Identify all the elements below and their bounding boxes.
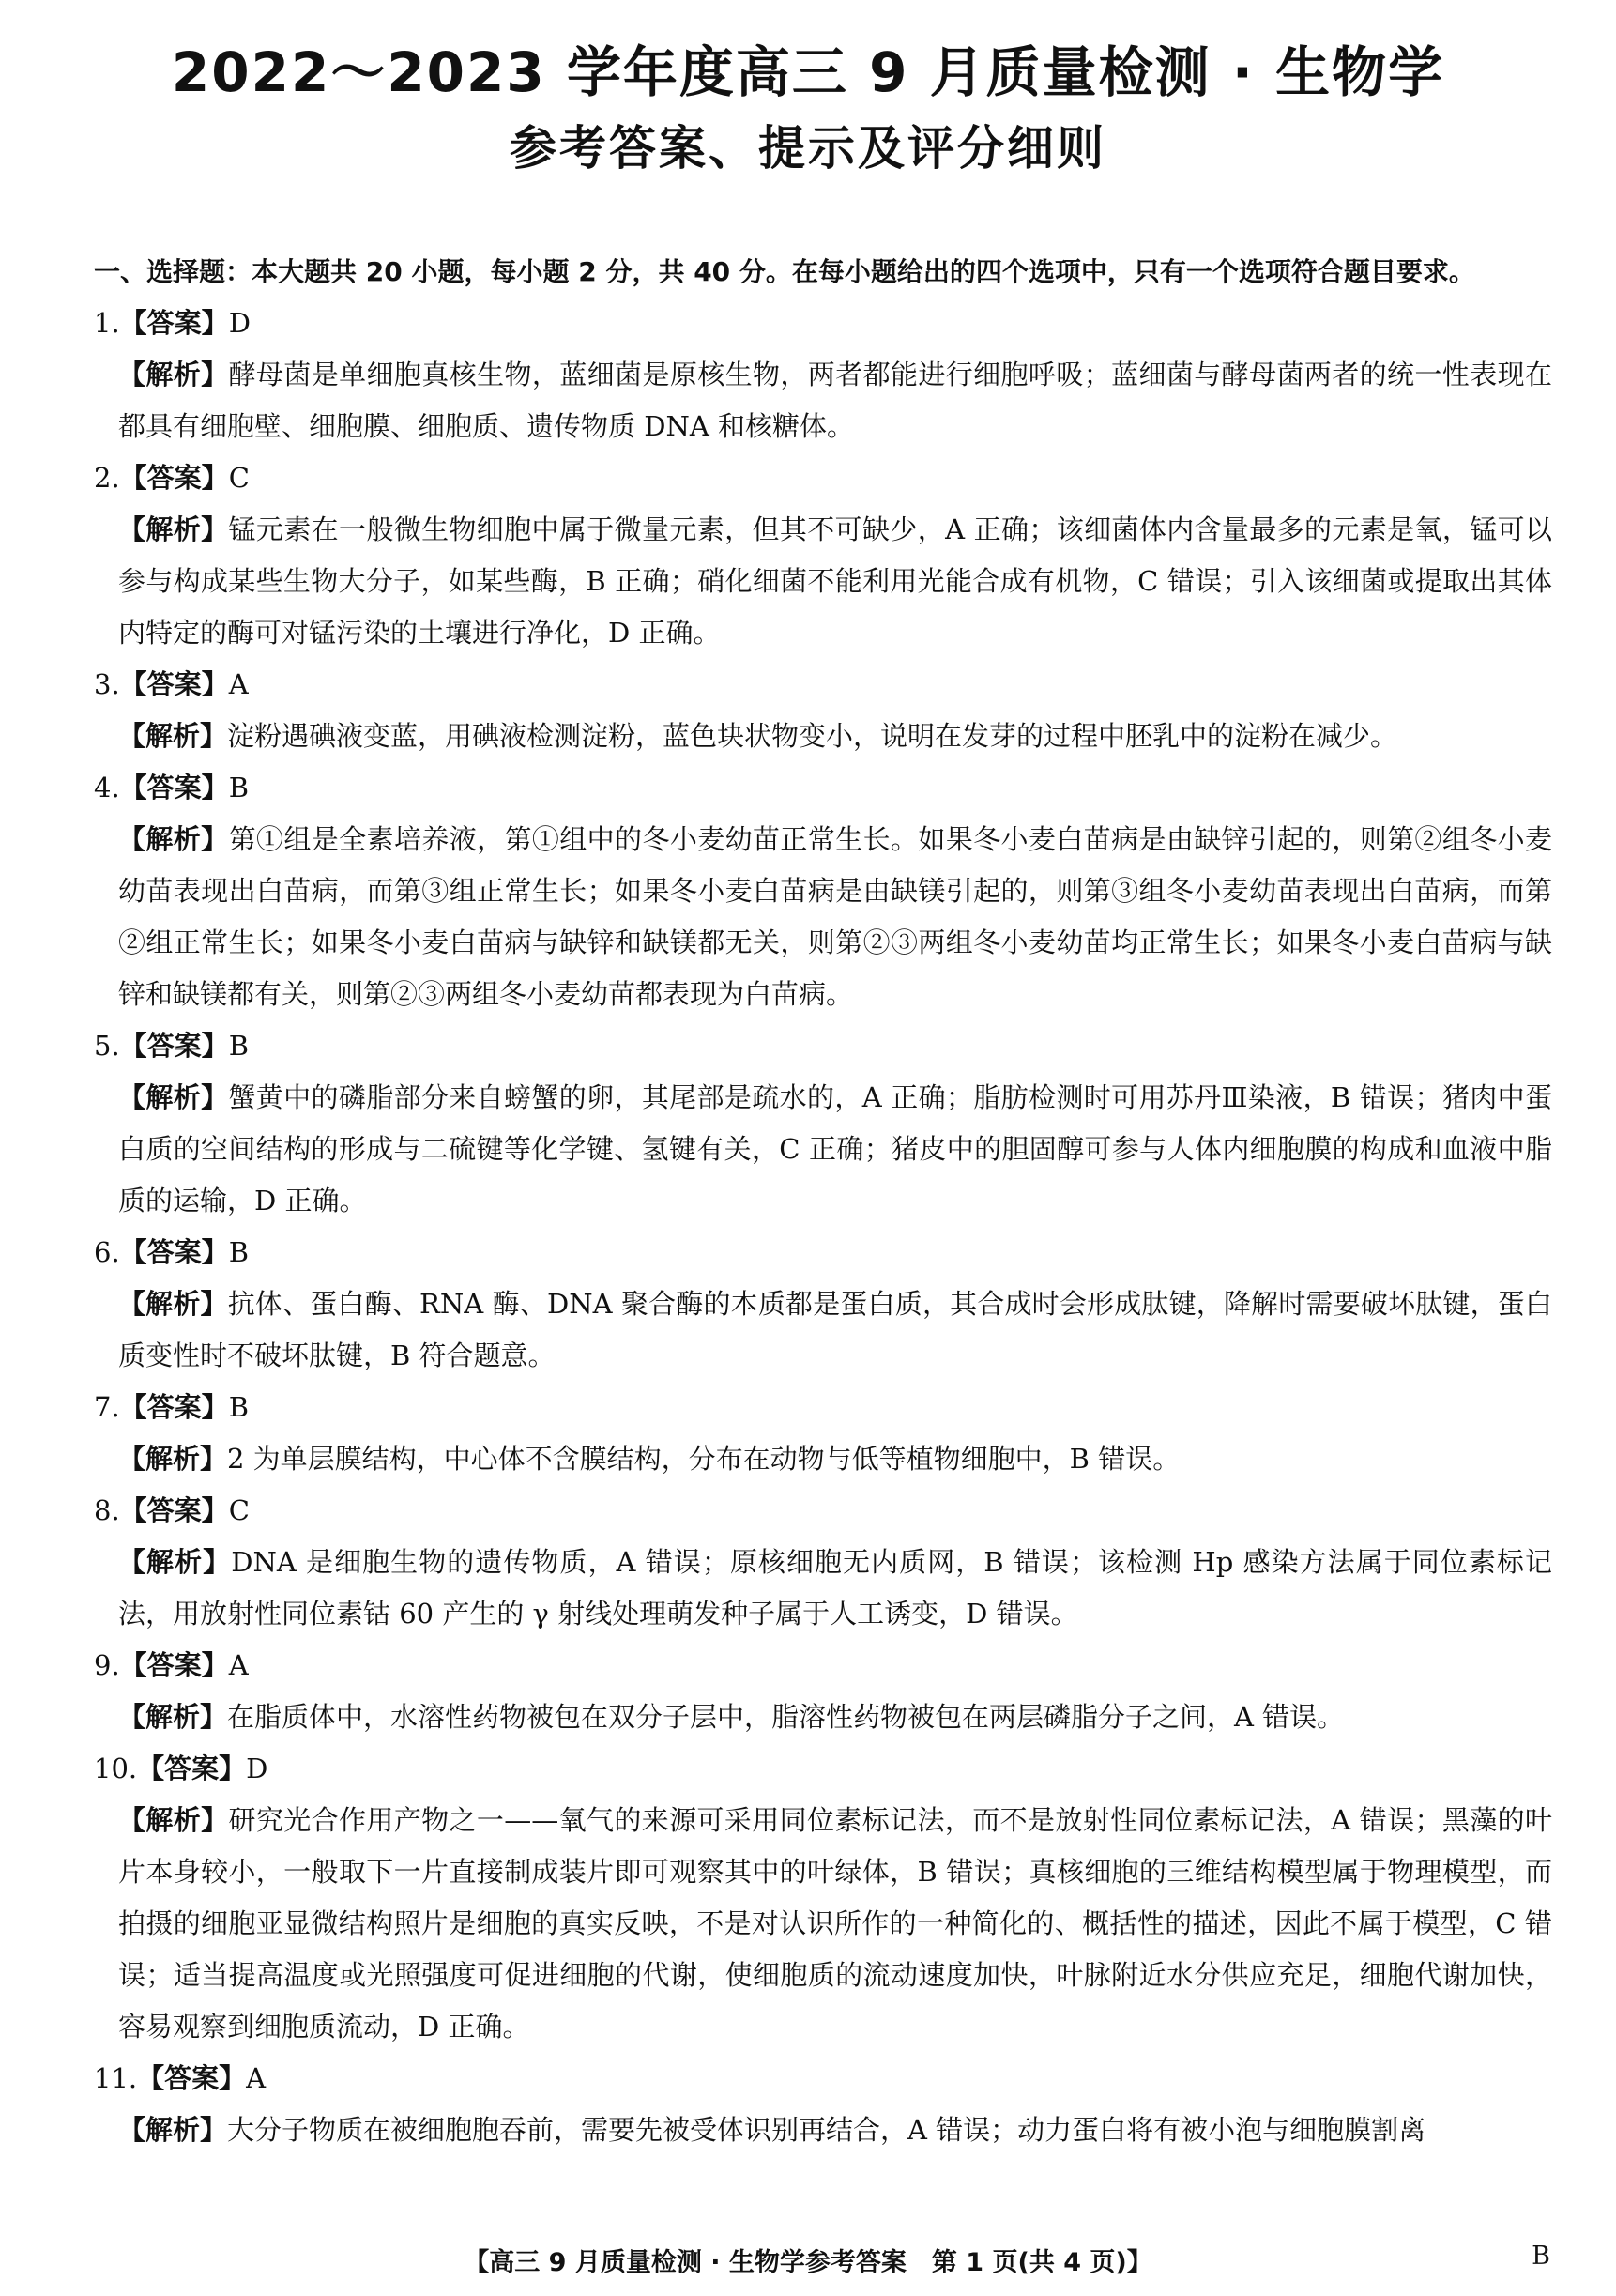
explanation-paragraph bbox=[94, 1691, 1552, 1743]
item-number: 7. bbox=[94, 1391, 120, 1423]
answer-label: 【答案】 bbox=[119, 1494, 229, 1526]
item-number: 2. bbox=[94, 462, 120, 494]
answer-value: D bbox=[228, 307, 251, 339]
answer-label: 【答案】 bbox=[119, 1030, 229, 1062]
explanation-text: 研究光合作用产物之一——氧气的来源可采用同位素标记法，而不是放射性同位素标记法，A 错误；黑藻的叶片本身较小，一般取下一片直接制成装片即可观察其中的叶绿体，B 错误；真核细胞的三维结构模型属于物理模型，而拍摄的细胞亚显微结构照片是细胞的真实反映，不是对认识所作的一种简化的、概括性的描述，因此不属于模型，C 错误；适当提高温度或光照强度可促进细胞的代谢，使细胞质的流动速度加快，叶脉附近水分供应充足，细胞代谢加快，容易观察到细胞质流动，D 正确。 bbox=[118, 1804, 1552, 2043]
answer-line bbox=[94, 2053, 1552, 2105]
explanation-paragraph bbox=[94, 814, 1552, 1020]
item-number: 11. bbox=[94, 2062, 138, 2094]
explanation-text: 淀粉遇碘液变蓝，用碘液检测淀粉，蓝色块状物变小，说明在发芽的过程中胚乳中的淀粉在减少。 bbox=[227, 720, 1398, 752]
item-number: 10. bbox=[94, 1753, 138, 1784]
explanation-paragraph bbox=[94, 504, 1552, 659]
answer-line bbox=[94, 1743, 1552, 1795]
answer-line bbox=[94, 762, 1552, 814]
item-number: 4. bbox=[94, 772, 120, 804]
explanation-label: 【解析】 bbox=[118, 1288, 228, 1320]
answer-label: 【答案】 bbox=[119, 307, 229, 339]
explanation-text: 蟹黄中的磷脂部分来自螃蟹的卵，其尾部是疏水的，A 正确；脂肪检测时可用苏丹Ⅲ染液，B 错误；猪肉中蛋白质的空间结构的形成与二硫键等化学键、氢键有关，C 正确；猪皮中的胆固醇可参与人体内细胞膜的构成和血液中脂质的运输，D 正确。 bbox=[118, 1081, 1552, 1217]
explanation-paragraph bbox=[94, 1537, 1552, 1640]
explanation-text: 抗体、蛋白酶、RNA 酶、DNA 聚合酶的本质都是蛋白质，其合成时会形成肽键，降解时需要破坏肽键，蛋白质变性时不破坏肽键，B 符合题意。 bbox=[118, 1288, 1552, 1371]
page-footer: 【高三 9 月质量检测 · 生物学参考答案 第 1 页(共 4 页)】 bbox=[464, 2248, 1152, 2277]
item-number: 8. bbox=[94, 1494, 120, 1526]
explanation-paragraph bbox=[94, 2105, 1552, 2156]
explanation-text: 酵母菌是单细胞真核生物，蓝细菌是原核生物，两者都能进行细胞呼吸；蓝细菌与酵母菌两者的统一性表现在都具有细胞壁、细胞膜、细胞质、遗传物质 DNA 和核糖体。 bbox=[118, 359, 1552, 442]
item-number: 1. bbox=[94, 307, 120, 339]
answer-label: 【答案】 bbox=[119, 1236, 229, 1268]
item-number: 6. bbox=[94, 1236, 120, 1268]
answer-value: A bbox=[246, 2062, 267, 2094]
answer-line bbox=[94, 452, 1552, 504]
answer-value: A bbox=[228, 1649, 249, 1681]
item-number: 9. bbox=[94, 1649, 120, 1681]
page-title: 2022～2023 学年度高三 9 月质量检测 · 生物学 bbox=[171, 40, 1445, 104]
explanation-label: 【解析】 bbox=[118, 359, 229, 390]
explanation-label: 【解析】 bbox=[118, 1081, 229, 1113]
explanation-text: 大分子物质在被细胞胞吞前，需要先被受体识别再结合，A 错误；动力蛋白将有被小泡与细胞膜割离 bbox=[227, 2114, 1426, 2146]
answer-line bbox=[94, 298, 1552, 349]
explanation-paragraph bbox=[94, 711, 1552, 762]
item-number: 3. bbox=[94, 668, 120, 700]
explanation-label: 【解析】 bbox=[118, 720, 228, 752]
explanation-label: 【解析】 bbox=[118, 2114, 228, 2146]
explanation-label: 【解析】 bbox=[118, 1701, 228, 1733]
answer-value: B bbox=[228, 1030, 249, 1062]
explanation-label: 【解析】 bbox=[118, 1546, 232, 1578]
explanation-text: DNA 是细胞生物的遗传物质，A 错误；原核细胞无内质网，B 错误；该检测 Hp 感染方法属于同位素标记法，用放射性同位素钴 60 产生的 γ 射线处理萌发种子属于人工诱变，D 错误。 bbox=[118, 1546, 1552, 1630]
answer-value: C bbox=[228, 1494, 250, 1526]
explanation-label: 【解析】 bbox=[118, 823, 229, 855]
answer-line bbox=[94, 1382, 1552, 1433]
explanation-paragraph bbox=[94, 1795, 1552, 2053]
answer-content bbox=[94, 246, 1552, 2156]
answer-value: C bbox=[228, 462, 250, 494]
answer-value: B bbox=[228, 1391, 249, 1423]
answer-label: 【答案】 bbox=[137, 1753, 247, 1784]
item-number: 5. bbox=[94, 1030, 120, 1062]
answer-label: 【答案】 bbox=[119, 668, 229, 700]
answer-value: B bbox=[228, 772, 249, 804]
explanation-label: 【解析】 bbox=[118, 1443, 228, 1475]
paper-version-letter: B bbox=[1532, 2242, 1550, 2271]
explanation-label: 【解析】 bbox=[118, 1804, 229, 1836]
explanation-paragraph bbox=[94, 1072, 1552, 1227]
page-subtitle: 参考答案、提示及评分细则 bbox=[510, 121, 1106, 176]
explanation-text: 在脂质体中，水溶性药物被包在双分子层中，脂溶性药物被包在两层磷脂分子之间，A 错误。 bbox=[227, 1701, 1345, 1733]
answer-line bbox=[94, 1640, 1552, 1691]
answer-line bbox=[94, 1485, 1552, 1537]
explanation-text: 锰元素在一般微生物细胞中属于微量元素，但其不可缺少，A 正确；该细菌体内含量最多的元素是氧，锰可以参与构成某些生物大分子，如某些酶，B 正确；硝化细菌不能利用光能合成有机物，C 错误；引入该细菌或提取出其体内特定的酶可对锰污染的土壤进行净化，D 正确。 bbox=[118, 513, 1552, 649]
answer-label: 【答案】 bbox=[119, 1391, 229, 1423]
explanation-paragraph bbox=[94, 1433, 1552, 1485]
answer-label: 【答案】 bbox=[119, 772, 229, 804]
explanation-label: 【解析】 bbox=[118, 513, 229, 545]
answer-line bbox=[94, 659, 1552, 711]
answer-value: D bbox=[246, 1753, 268, 1784]
section-heading: 一、选择题：本大题共 20 小题，每小题 2 分，共 40 分。在每小题给出的四个选项中，只有一个选项符合题目要求。 bbox=[94, 256, 1475, 287]
answer-line bbox=[94, 1020, 1552, 1072]
explanation-paragraph bbox=[94, 349, 1552, 452]
answer-label: 【答案】 bbox=[137, 2062, 247, 2094]
explanation-paragraph bbox=[94, 1278, 1552, 1382]
answer-label: 【答案】 bbox=[119, 1649, 229, 1681]
answer-value: A bbox=[228, 668, 249, 700]
explanation-text: 第①组是全素培养液，第①组中的冬小麦幼苗正常生长。如果冬小麦白苗病是由缺锌引起的，则第②组冬小麦幼苗表现出白苗病，而第③组正常生长；如果冬小麦白苗病是由缺镁引起的，则第③组冬小麦幼苗表现出白苗病，而第②组正常生长；如果冬小麦白苗病与缺锌和缺镁都无关，则第②③两组冬小麦幼苗均正常生长；如果冬小麦白苗病与缺锌和缺镁都有关，则第②③两组冬小麦幼苗都表现为白苗病。 bbox=[118, 823, 1552, 1010]
answer-label: 【答案】 bbox=[119, 462, 229, 494]
explanation-text: 2 为单层膜结构，中心体不含膜结构，分布在动物与低等植物细胞中，B 错误。 bbox=[227, 1443, 1181, 1475]
answer-line bbox=[94, 1227, 1552, 1278]
answer-value: B bbox=[228, 1236, 249, 1268]
